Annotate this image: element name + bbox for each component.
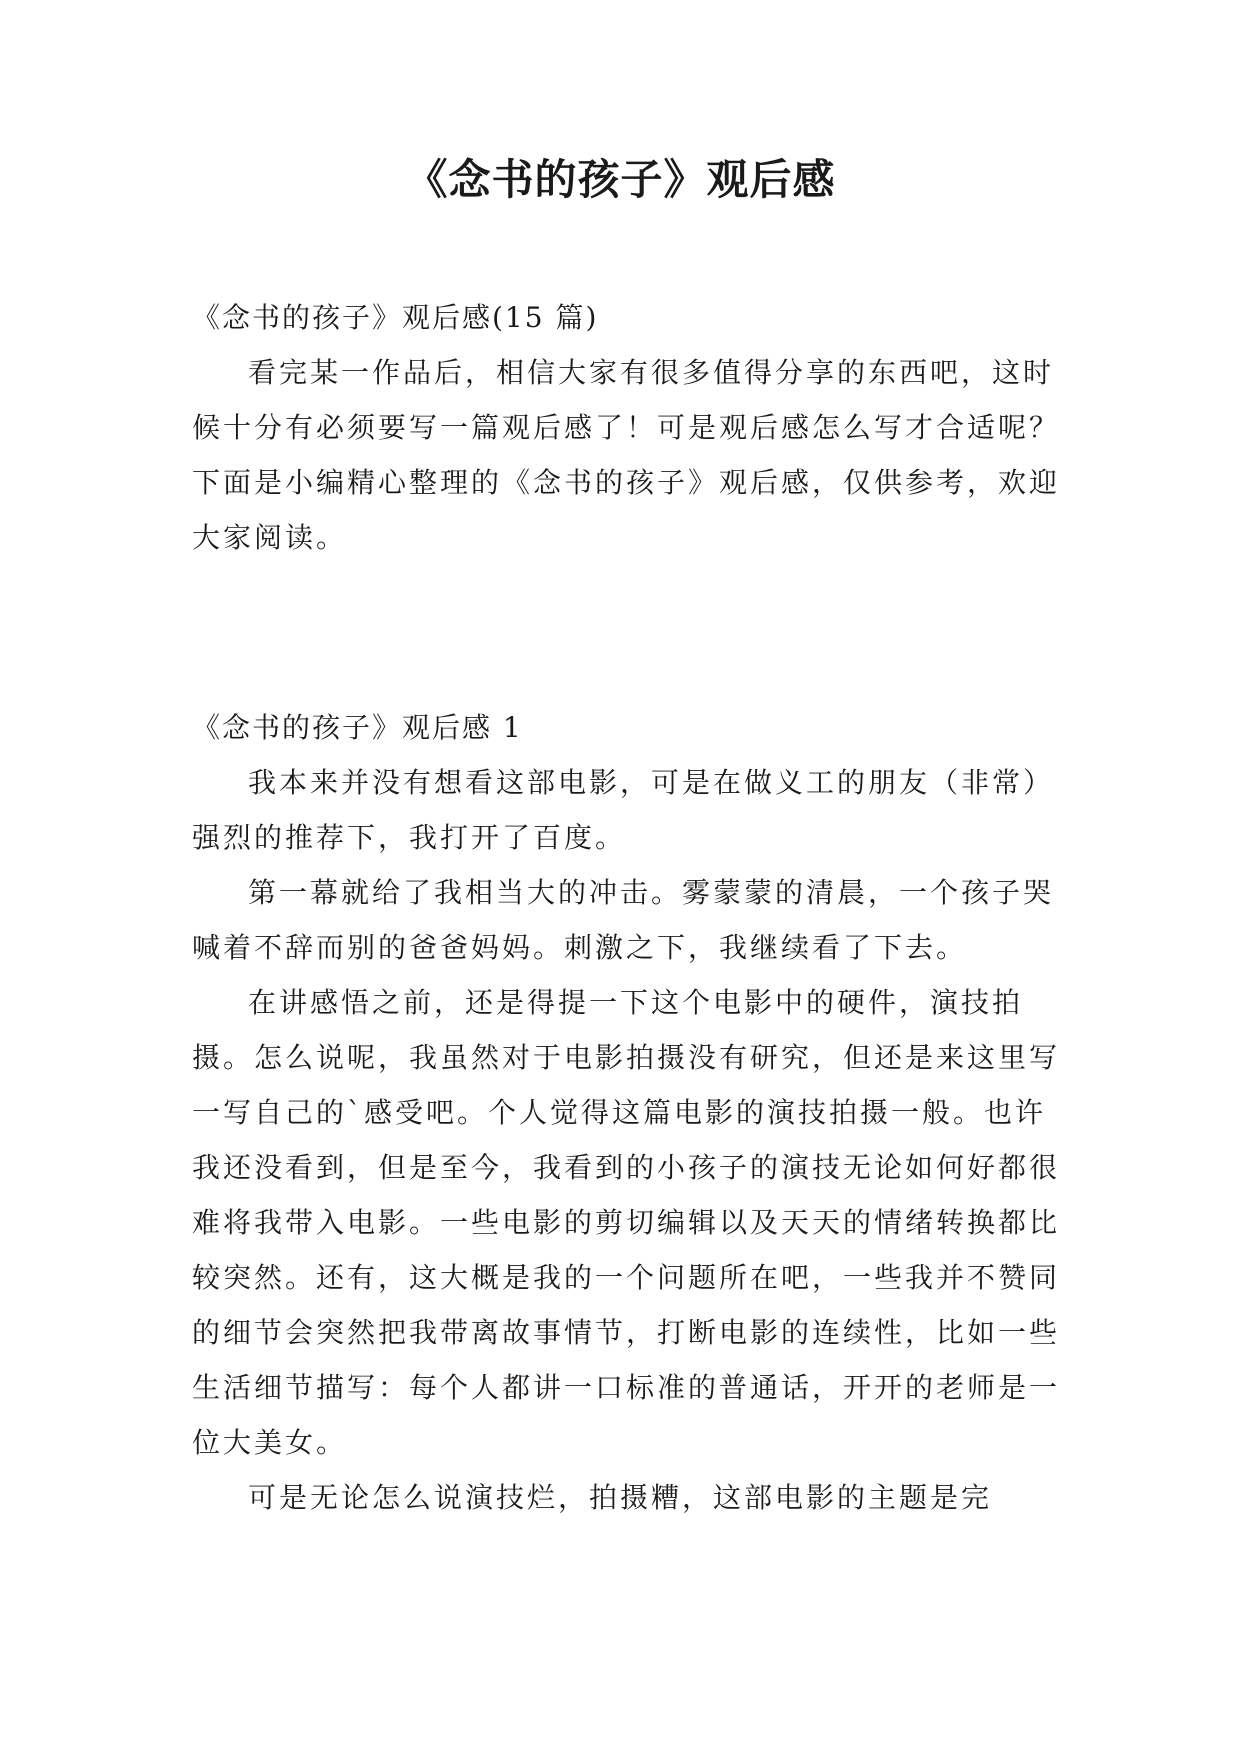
section-1-paragraph-3: 在讲感悟之前，还是得提一下这个电影中的硬件，演技拍摄。怎么说呢，我虽然对于电影拍摄没有研究，但还是来这里写一写自己的`感受吧。个人觉得这篇电影的演技拍摄一般。也许我还没看到，但是至今，我看到的小孩子的演技无论如何好都很难将我带入电影。一些电影的剪切编辑以及天天的情绪转换都比较突然。还有，这大概是我的一个问题所在吧，一些我并不赞同的细节会突然把我带离故事情节，打断电影的连续性，比如一些生活细节描写：每个人都讲一口标准的普通话，开开的老师是一位大美女。 — [192, 986, 1061, 1459]
section-1-body — [192, 755, 1072, 1525]
section-1-heading: 《念书的孩子》观后感 1 — [192, 711, 523, 744]
intro-block — [192, 345, 1072, 565]
intro-paragraph: 看完某一作品后，相信大家有很多值得分享的东西吧，这时候十分有必须要写一篇观后感了！可是观后感怎么写才合适呢？下面是小编精心整理的《念书的孩子》观后感，仅供参考，欢迎大家阅读。 — [192, 356, 1061, 554]
document-subtitle: 《念书的孩子》观后感(15 篇) — [192, 301, 599, 334]
document-title: 《念书的孩子》观后感 — [405, 155, 836, 204]
section-1-paragraph-2: 第一幕就给了我相当大的冲击。雾蒙蒙的清晨，一个孩子哭喊着不辞而别的爸爸妈妈。刺激之下，我继续看了下去。 — [192, 876, 1055, 964]
section-1-paragraph-4: 可是无论怎么说演技烂，拍摄糟，这部电影的主题是完 — [248, 1481, 993, 1514]
section-1-paragraph-1: 我本来并没有想看这部电影，可是在做义工的朋友（非常）强烈的推荐下，我打开了百度。 — [192, 766, 1055, 854]
